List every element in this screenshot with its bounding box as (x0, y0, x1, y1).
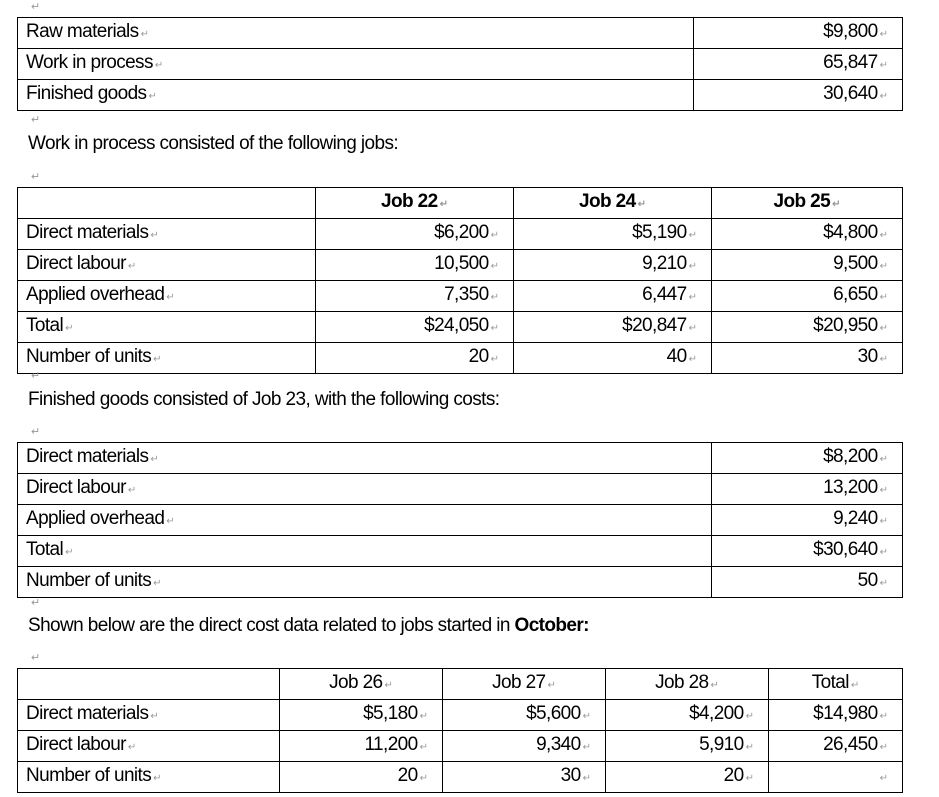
cell-end-mark: ↵ (140, 29, 149, 40)
cell-text: Number of units (26, 346, 152, 367)
cell-value (316, 281, 514, 312)
october-intro-text: Shown below are the direct cost data related to jobs started in (28, 615, 515, 636)
paragraph-mark: ↵ (31, 114, 41, 126)
row-label (18, 700, 280, 731)
cell-text: 30 (560, 765, 581, 786)
cell-text: Number of units (26, 765, 152, 786)
cell-text: 30,640 (823, 83, 878, 104)
column-header (443, 669, 606, 700)
cell-text: 20 (397, 765, 418, 786)
cell-end-mark: ↵ (490, 292, 499, 303)
cell-end-mark: ↵ (879, 547, 888, 558)
cell-value (712, 312, 903, 343)
cell-value (316, 312, 514, 343)
table-row (18, 312, 903, 343)
fg-intro: Finished goods consisted of Job 23, with the following costs: (28, 389, 500, 410)
column-header (514, 188, 712, 219)
october-jobs-table (17, 668, 903, 793)
cell-text: $6,200 (434, 222, 489, 243)
cell-end-mark: ↵ (65, 323, 74, 334)
cell-value (443, 762, 606, 793)
cell-text: Job 24 (579, 191, 636, 212)
cell-text: Work in process (26, 52, 153, 73)
table-row (18, 505, 903, 536)
cell-text: Job 27 (492, 672, 546, 693)
cell-text: 20 (723, 765, 744, 786)
cell-end-mark: ↵ (688, 292, 697, 303)
row-value (694, 18, 903, 49)
cell-text: $20,847 (622, 315, 687, 336)
cell-text: 9,210 (642, 253, 687, 274)
cell-text: 50 (857, 570, 878, 591)
cell-end-mark: ↵ (547, 680, 556, 691)
row-label (18, 731, 280, 762)
cell-end-mark: ↵ (688, 354, 697, 365)
cell-value (514, 219, 712, 250)
row-value (712, 536, 903, 567)
cell-end-mark: ↵ (153, 773, 162, 784)
cell-value (712, 250, 903, 281)
cell-end-mark: ↵ (490, 354, 499, 365)
cell-value (514, 343, 712, 374)
cell-value (606, 731, 769, 762)
cell-end-mark: ↵ (153, 354, 162, 365)
cell-end-mark: ↵ (439, 199, 448, 210)
cell-text: 6,447 (642, 284, 687, 305)
paragraph-mark: ↵ (31, 370, 41, 382)
cell-end-mark: ↵ (153, 578, 162, 589)
cell-text: $5,600 (526, 703, 581, 724)
cell-end-mark: ↵ (127, 485, 137, 496)
cell-text: Finished goods (26, 83, 147, 104)
row-label (18, 49, 694, 80)
cell-value (514, 250, 712, 281)
table-row (18, 762, 903, 793)
cell-end-mark: ↵ (879, 454, 888, 465)
cell-text: Job 26 (329, 672, 383, 693)
cell-end-mark: ↵ (879, 742, 888, 753)
cell-end-mark: ↵ (879, 323, 888, 334)
cell-end-mark: ↵ (879, 711, 888, 722)
cell-text: Applied overhead (26, 284, 165, 305)
cell-value (606, 762, 769, 793)
cell-text: 30 (857, 346, 878, 367)
cell-text: Total (26, 315, 64, 336)
cell-text: 9,340 (536, 734, 581, 755)
cell-value (712, 343, 903, 374)
cell-end-mark: ↵ (688, 261, 697, 272)
row-label (18, 343, 316, 374)
cell-value (443, 731, 606, 762)
table-row (18, 188, 903, 219)
cell-text: 65,847 (823, 52, 878, 73)
cell-end-mark: ↵ (879, 261, 888, 272)
cell-end-mark: ↵ (879, 516, 888, 527)
cell-text: 20 (468, 346, 489, 367)
cell-end-mark: ↵ (490, 230, 499, 241)
cell-end-mark: ↵ (879, 230, 888, 241)
row-value (712, 443, 903, 474)
cell-text: 13,200 (823, 477, 878, 498)
table-row (18, 49, 903, 80)
paragraph-mark: ↵ (31, 171, 41, 183)
table-row (18, 80, 903, 111)
row-value (712, 474, 903, 505)
cell-end-mark: ↵ (127, 742, 137, 753)
cell-value (316, 250, 514, 281)
cell-text: 9,500 (833, 253, 878, 274)
cell-text: Job 25 (773, 191, 831, 212)
cell-end-mark: ↵ (879, 354, 888, 365)
cell-end-mark: ↵ (688, 323, 697, 334)
paragraph-mark: ↵ (31, 652, 41, 664)
finished-goods-table (17, 442, 903, 598)
cell-end-mark: ↵ (166, 516, 175, 527)
cell-value (514, 281, 712, 312)
header-blank (18, 188, 316, 219)
row-label (18, 474, 712, 505)
table-row (18, 536, 903, 567)
cell-text: 6,650 (833, 284, 878, 305)
cell-text: 40 (666, 346, 687, 367)
cell-end-mark: ↵ (637, 199, 646, 210)
cell-end-mark: ↵ (688, 230, 697, 241)
wip-intro: Work in process consisted of the following jobs: (28, 133, 399, 154)
column-header (606, 669, 769, 700)
cell-text: 10,500 (434, 253, 489, 274)
row-value (694, 80, 903, 111)
cell-value (712, 281, 903, 312)
row-value (694, 49, 903, 80)
cell-text: Direct materials (26, 446, 149, 467)
cell-text: Total (26, 539, 64, 560)
row-label (18, 536, 712, 567)
cell-value (769, 700, 903, 731)
table-row (18, 474, 903, 505)
row-label (18, 250, 316, 281)
row-label (18, 762, 280, 793)
cell-text: Direct labour (26, 734, 126, 755)
cell-end-mark: ↵ (154, 60, 164, 71)
cell-text: Direct materials (26, 222, 149, 243)
paragraph-mark: ↵ (31, 597, 41, 609)
cell-text: $14,980 (813, 703, 878, 724)
cell-text: $9,800 (823, 21, 878, 42)
row-label (18, 219, 316, 250)
row-label (18, 443, 712, 474)
cell-end-mark: ↵ (490, 323, 499, 334)
cell-text: Applied overhead (26, 508, 165, 529)
cell-end-mark: ↵ (65, 547, 74, 558)
table-row (18, 443, 903, 474)
paragraph-mark: ↵ (31, 1, 41, 13)
cell-end-mark: ↵ (582, 742, 591, 753)
cell-value (316, 343, 514, 374)
row-label (18, 567, 712, 598)
cell-text: $8,200 (823, 446, 878, 467)
cell-text: $24,050 (424, 315, 489, 336)
cell-value (280, 700, 443, 731)
cell-text: Total (811, 672, 849, 693)
column-header (712, 188, 903, 219)
cell-end-mark: ↵ (745, 773, 754, 784)
table-row (18, 281, 903, 312)
cell-end-mark: ↵ (879, 91, 888, 102)
cell-end-mark: ↵ (150, 230, 159, 241)
cell-value (712, 219, 903, 250)
paragraph-mark: ↵ (31, 426, 41, 438)
cell-end-mark: ↵ (582, 711, 591, 722)
row-value (712, 505, 903, 536)
cell-end-mark: ↵ (582, 773, 591, 784)
cell-end-mark: ↵ (166, 292, 175, 303)
cell-end-mark: ↵ (879, 773, 888, 784)
row-label (18, 80, 694, 111)
cell-value (769, 762, 903, 793)
cell-end-mark: ↵ (150, 711, 159, 722)
cell-text: 5,910 (699, 734, 744, 755)
cell-value (769, 731, 903, 762)
cell-end-mark: ↵ (879, 292, 888, 303)
cell-text: 26,450 (823, 734, 878, 755)
table-row (18, 18, 903, 49)
october-intro (28, 615, 589, 637)
cell-text: $5,190 (632, 222, 687, 243)
cell-end-mark: ↵ (850, 680, 860, 691)
cell-value (280, 762, 443, 793)
column-header (769, 669, 903, 700)
cell-end-mark: ↵ (879, 485, 888, 496)
inventory-table (17, 17, 903, 111)
wip-jobs-table (17, 187, 903, 374)
cell-text: $5,180 (363, 703, 418, 724)
row-label (18, 281, 316, 312)
header-blank (18, 669, 280, 700)
cell-text: Direct labour (26, 477, 126, 498)
cell-end-mark: ↵ (150, 454, 159, 465)
cell-end-mark: ↵ (148, 91, 157, 102)
cell-end-mark: ↵ (832, 199, 841, 210)
table-row (18, 669, 903, 700)
cell-end-mark: ↵ (879, 29, 888, 40)
cell-value (606, 700, 769, 731)
cell-text: $4,200 (689, 703, 744, 724)
cell-end-mark: ↵ (419, 773, 428, 784)
cell-text: Job 28 (655, 672, 709, 693)
cell-end-mark: ↵ (384, 680, 393, 691)
cell-text: $30,640 (813, 539, 878, 560)
column-header (316, 188, 514, 219)
cell-end-mark: ↵ (745, 711, 754, 722)
cell-text: 7,350 (444, 284, 489, 305)
table-row (18, 250, 903, 281)
cell-value (443, 700, 606, 731)
table-row (18, 731, 903, 762)
cell-text: Direct materials (26, 703, 149, 724)
cell-value (514, 312, 712, 343)
october-bold: October: (514, 615, 589, 636)
cell-text: 9,240 (833, 508, 878, 529)
cell-text: $20,950 (813, 315, 878, 336)
cell-end-mark: ↵ (879, 578, 888, 589)
row-label (18, 18, 694, 49)
column-header (280, 669, 443, 700)
cell-end-mark: ↵ (490, 261, 499, 272)
cell-end-mark: ↵ (127, 261, 137, 272)
row-value (712, 567, 903, 598)
cell-text: $4,800 (823, 222, 878, 243)
cell-end-mark: ↵ (879, 60, 888, 71)
cell-end-mark: ↵ (745, 742, 754, 753)
cell-text: Raw materials (26, 21, 139, 42)
cell-text: Job 22 (381, 191, 438, 212)
cell-end-mark: ↵ (419, 711, 428, 722)
table-row (18, 343, 903, 374)
cell-value (316, 219, 514, 250)
row-label (18, 505, 712, 536)
table-row (18, 700, 903, 731)
cell-end-mark: ↵ (710, 680, 719, 691)
cell-text: Number of units (26, 570, 152, 591)
cell-end-mark: ↵ (419, 742, 428, 753)
cell-text: 11,200 (364, 734, 418, 755)
row-label (18, 312, 316, 343)
cell-text: Direct labour (26, 253, 126, 274)
cell-value (280, 731, 443, 762)
table-row (18, 219, 903, 250)
table-row (18, 567, 903, 598)
